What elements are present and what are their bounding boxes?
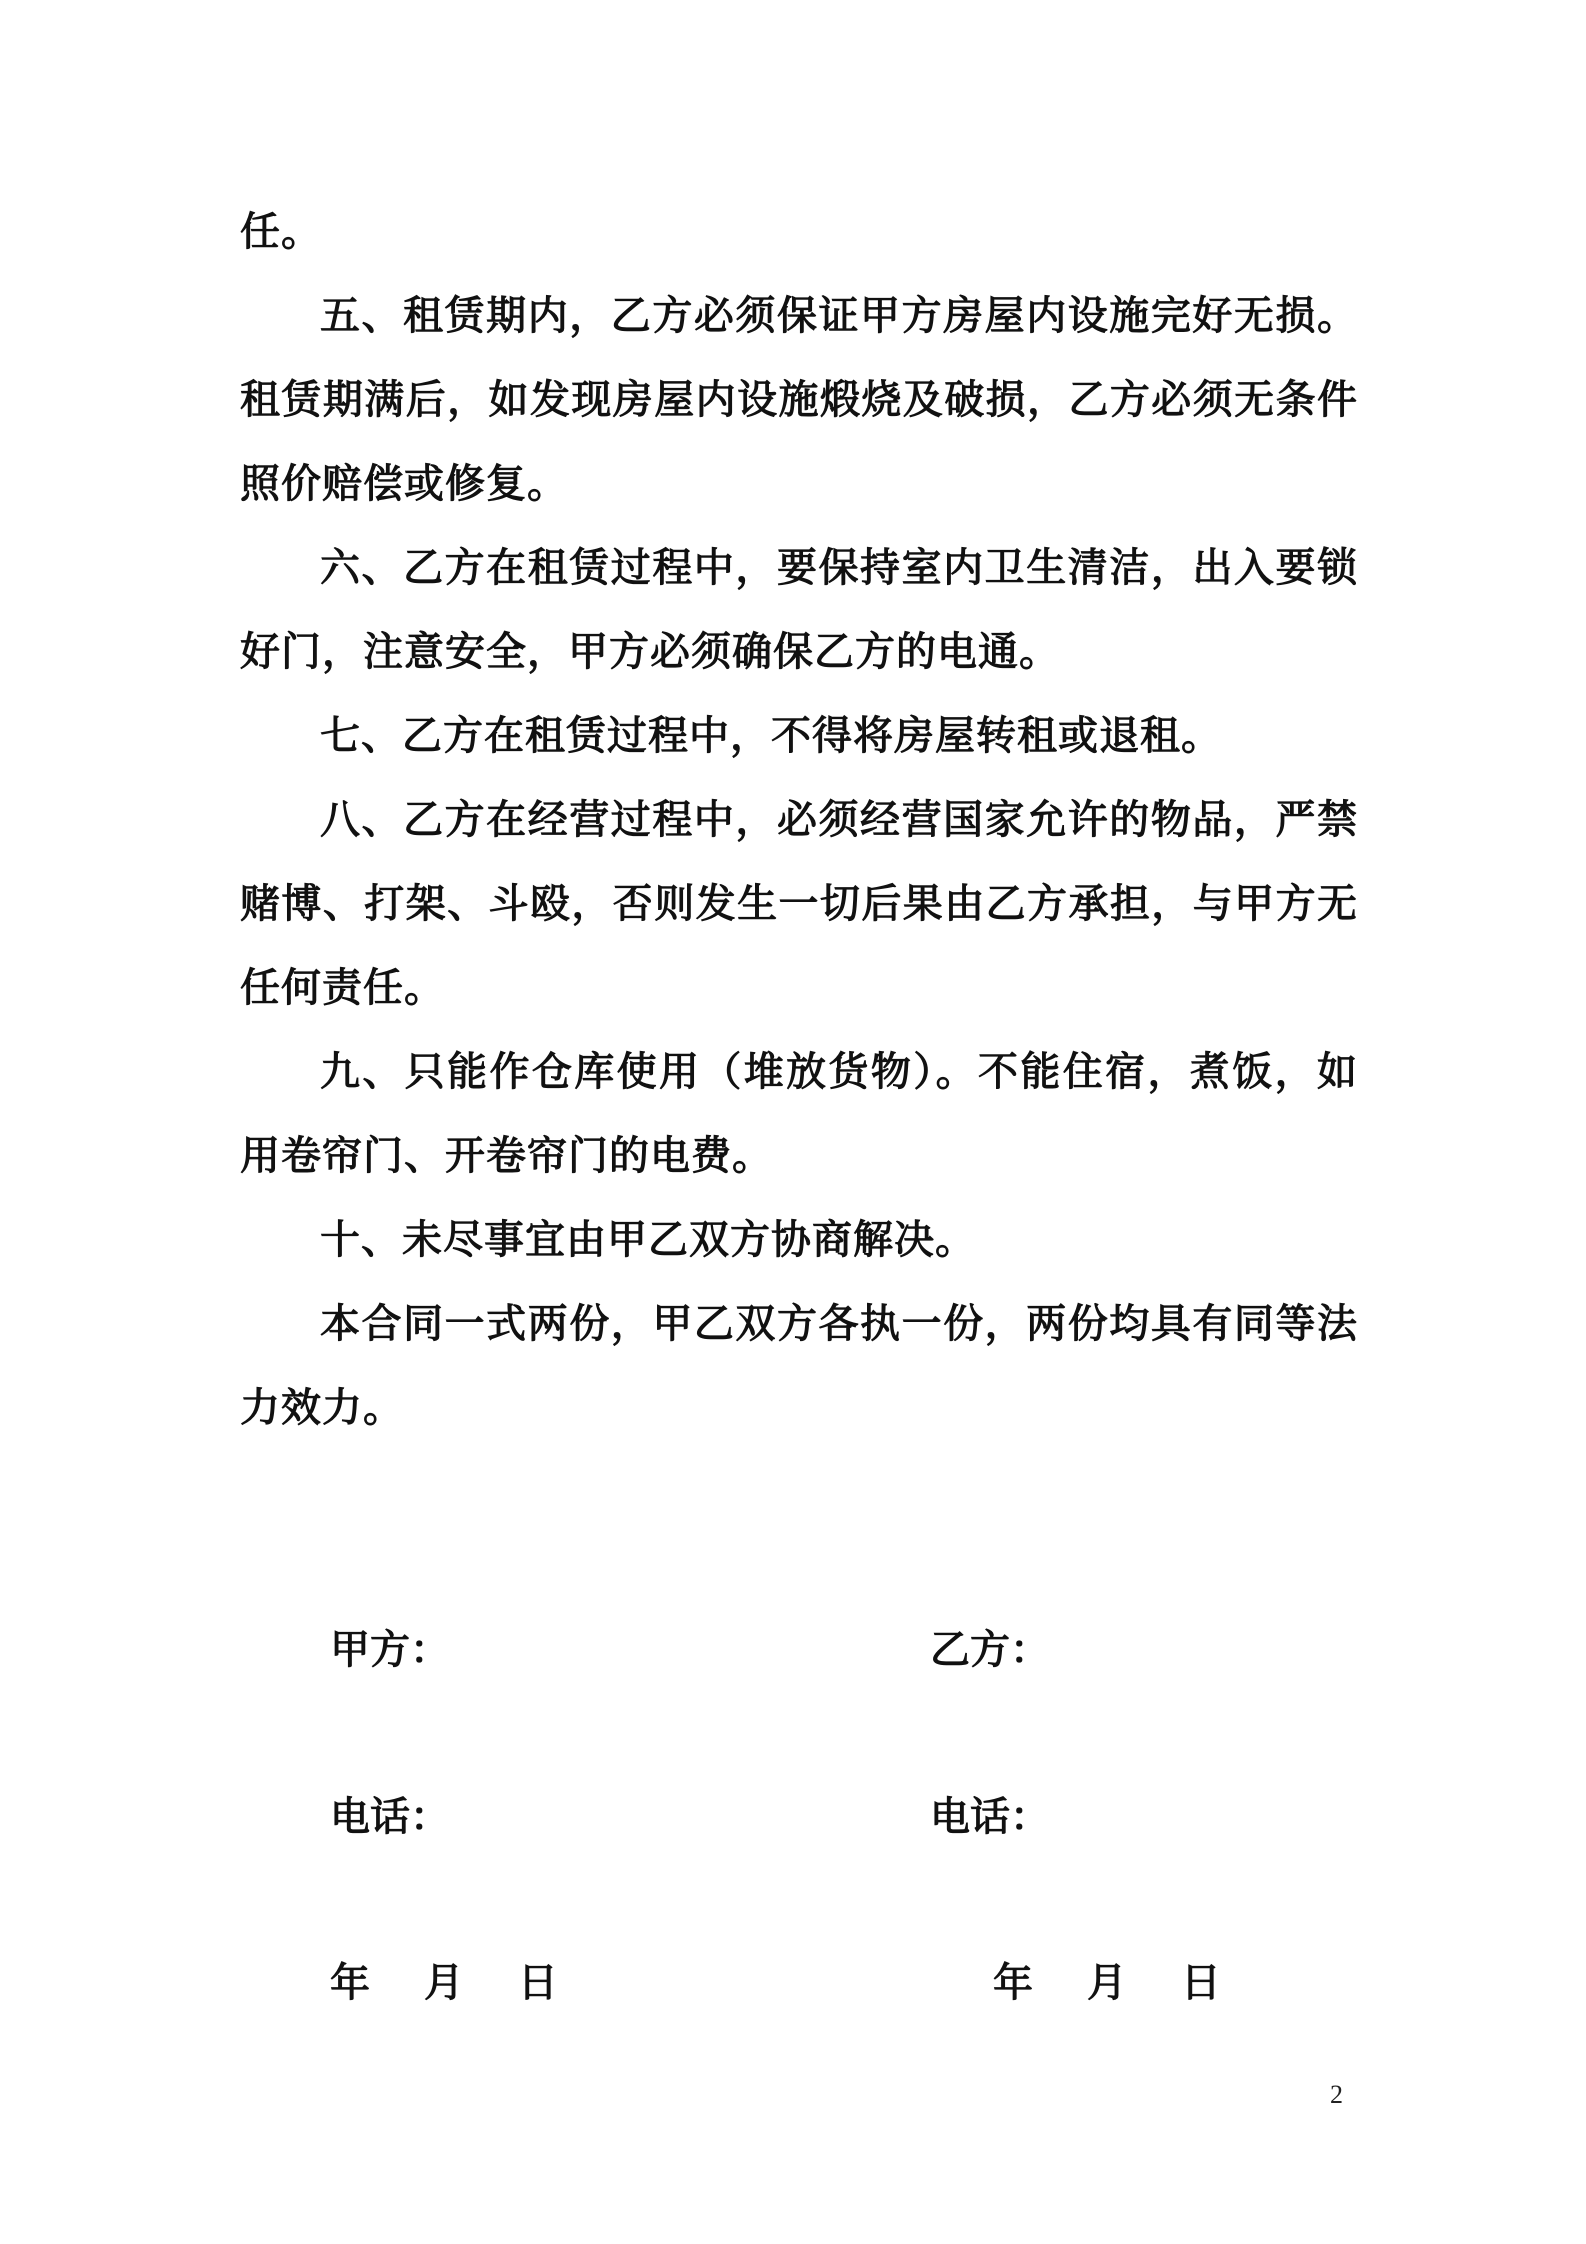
- clause-6: 六、乙方在租赁过程中，要保持室内卫生清洁，出入要锁好门，注意安全，甲方必须确保乙方的电通。: [240, 545, 1358, 675]
- clause-8: 八、乙方在经营过程中，必须经营国家允许的物品，严禁赌博、打架、斗殴，否则发生一切后果由乙方承担，与甲方无任何责任。: [240, 797, 1358, 1011]
- closing-statement: 本合同一式两份，甲乙双方各执一份，两份均具有同等法力效力。: [240, 1301, 1358, 1431]
- party-b-phone-label: 电话：: [930, 1794, 1050, 1840]
- party-a-phone-label: 电话：: [330, 1794, 450, 1840]
- party-a-label: 甲方：: [330, 1627, 450, 1673]
- clause-5: 五、租赁期内，乙方必须保证甲方房屋内设施完好无损。租赁期满后，如发现房屋内设施煅烧及破损，乙方必须无条件照价赔偿或修复。: [240, 293, 1358, 507]
- clause-10: 十、未尽事宜由甲乙双方协商解决。: [320, 1217, 976, 1263]
- clause-9: 九、只能作仓库使用（堆放货物）。不能住宿，煮饭，如用卷帘门、开卷帘门的电费。: [240, 1049, 1358, 1179]
- party-b-date: 年 月 日: [993, 1960, 1221, 2006]
- clause-7: 七、乙方在租赁过程中，不得将房屋转租或退租。: [320, 713, 1222, 759]
- contract-body: [240, 190, 1358, 1450]
- party-b-label: 乙方：: [930, 1627, 1050, 1673]
- paragraph-continuation: 任。: [240, 209, 322, 255]
- page-number: 2: [1330, 2080, 1343, 2109]
- party-a-date: 年 月 日: [330, 1960, 558, 2006]
